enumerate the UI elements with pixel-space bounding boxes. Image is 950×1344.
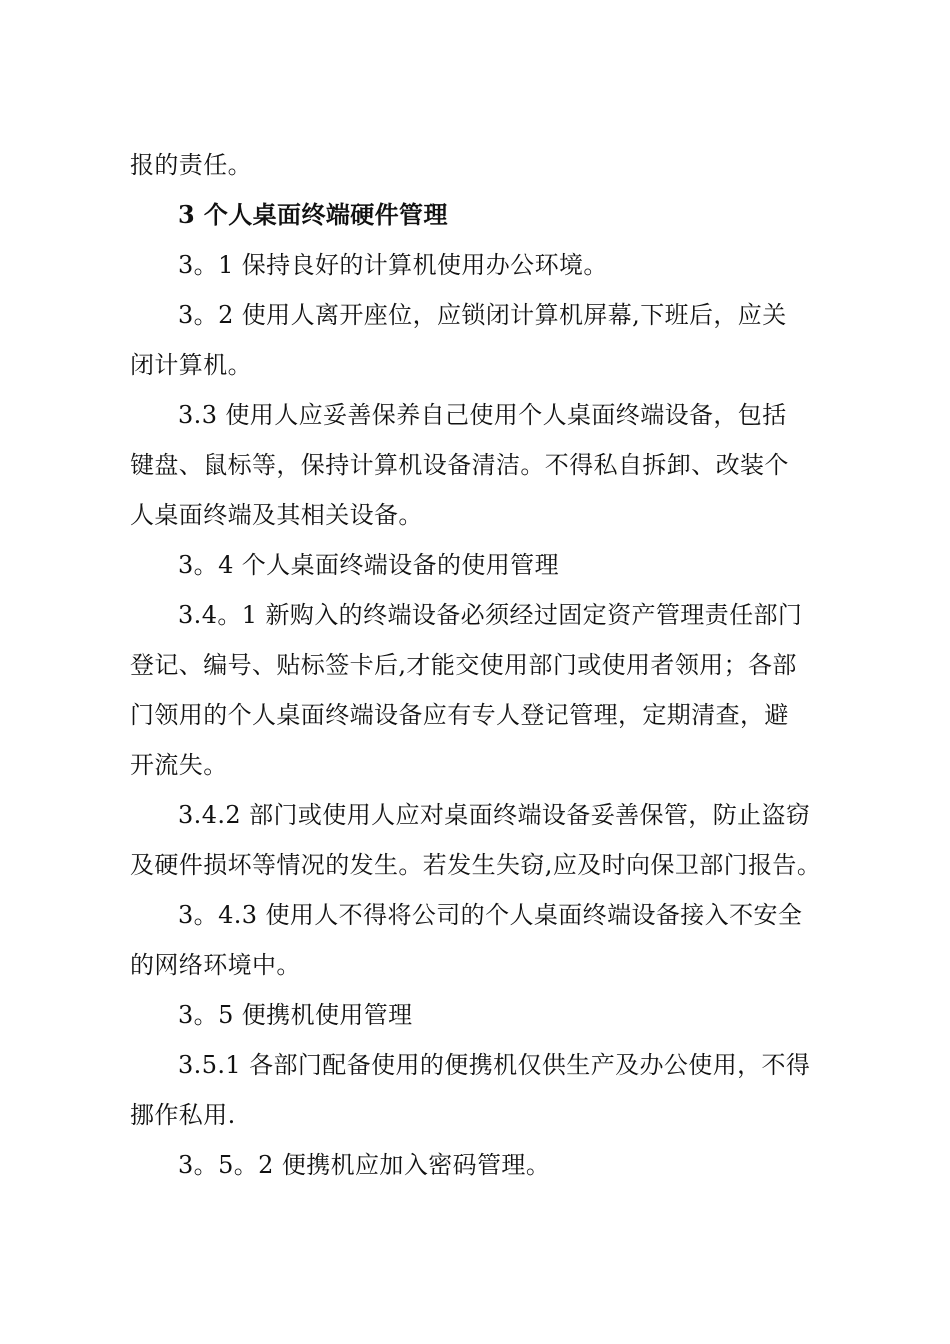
paragraph-continuation-responsibility: 报的责任。 [130,151,252,179]
clause-3-4-1-line-1: 3.4。1 新购入的终端设备必须经过固定资产管理责任部门 [178,601,803,629]
clause-3-3-line-2: 键盘、鼠标等，保持计算机设备清洁。不得私自拆卸、改装个 [130,451,789,479]
clause-3-5-1-line-1: 3.5.1 各部门配备使用的便携机仅供生产及办公使用，不得 [178,1051,811,1079]
clause-3-4-1-line-2: 登记、编号、贴标签卡后,才能交使用部门或使用者领用；各部 [130,651,797,679]
clause-3-4-2-line-2: 及硬件损坏等情况的发生。若发生失窃,应及时向保卫部门报告。 [130,851,822,879]
clause-3-4-1-line-4: 开流失。 [130,751,228,779]
clause-3-4-2-line-1: 3.4.2 部门或使用人应对桌面终端设备妥善保管，防止盗窃 [178,801,811,829]
clause-3-4: 3。4 个人桌面终端设备的使用管理 [178,551,559,579]
clause-3-4-1-line-3: 门领用的个人桌面终端设备应有专人登记管理，定期清查，避 [130,701,789,729]
clause-3-3-line-1: 3.3 使用人应妥善保养自己使用个人桌面终端设备，包括 [178,401,787,429]
clause-3-4-3-line-1: 3。4.3 使用人不得将公司的个人桌面终端设备接入不安全 [178,901,803,929]
clause-3-3-line-3: 人桌面终端及其相关设备。 [130,501,423,529]
clause-3-1: 3。1 保持良好的计算机使用办公环境。 [178,251,608,279]
clause-3-2-line-2: 闭计算机。 [130,351,252,379]
clause-3-4-3-line-2: 的网络环境中。 [130,951,301,979]
clause-3-5-2: 3。5。2 便携机应加入密码管理。 [178,1151,551,1179]
clause-3-5: 3。5 便携机使用管理 [178,1001,413,1029]
section-heading-3: 3 个人桌面终端硬件管理 [178,200,448,229]
clause-3-5-1-line-2: 挪作私用. [130,1101,236,1129]
clause-3-2-line-1: 3。2 使用人离开座位，应锁闭计算机屏幕,下班后，应关 [178,301,787,329]
